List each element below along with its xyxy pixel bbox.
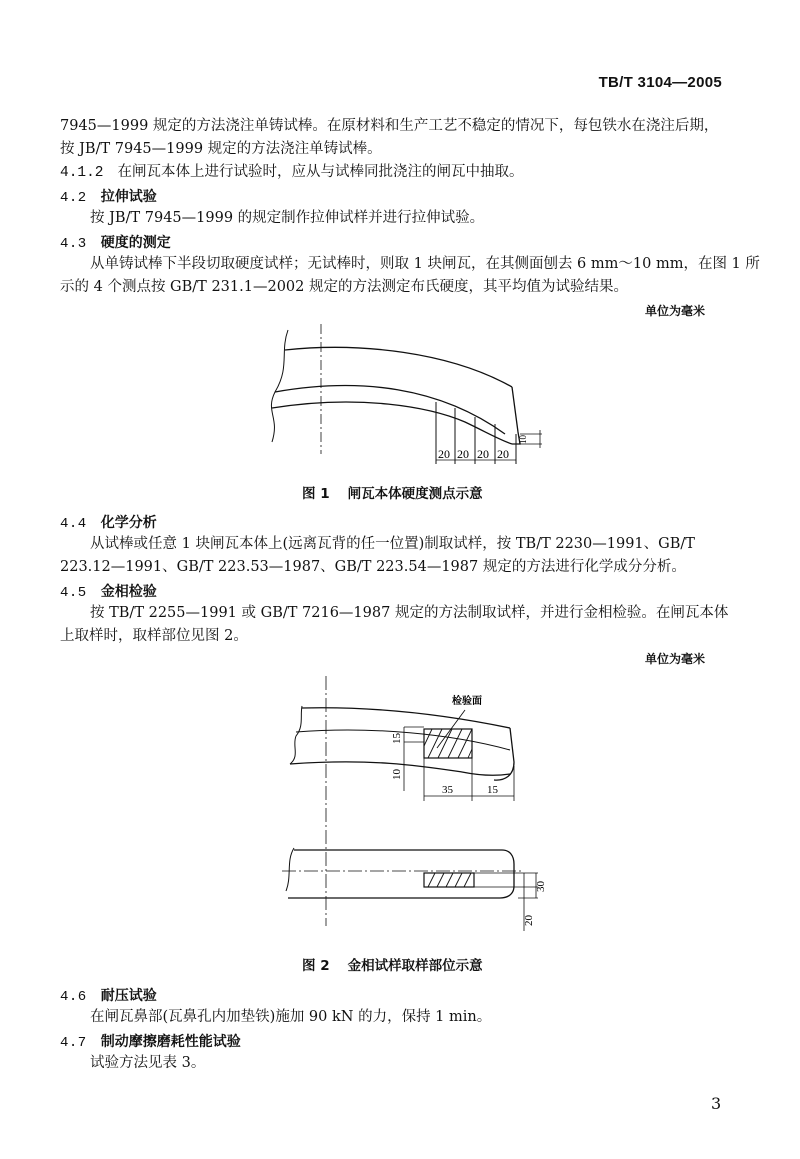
section-body-line: 从单铸试棒下半段切取硬度试样；无试棒时，则取 1 块闸瓦，在其侧面刨去 6 mm～10 mm，在图 1 所	[90, 256, 760, 272]
figure-1-drawing	[260, 322, 560, 472]
section-body-line: 上取样时，取样部位见图 2。	[60, 628, 248, 644]
dimension-label: 20	[438, 447, 450, 461]
inspection-surface-label: 检验面	[452, 696, 482, 707]
section-body: 试验方法见表 3。	[90, 1055, 206, 1071]
unit-note: 单位为毫米	[645, 652, 706, 666]
section-title: 金相检验	[100, 584, 157, 600]
dimension-label: 20	[523, 915, 535, 926]
caption-text: 闸瓦本体硬度测点示意	[347, 486, 483, 502]
paragraph-line: 7945—1999 规定的方法浇注单铸试棒。在原材料和生产工艺不稳定的情况下，每包铁水在浇注后期，	[60, 118, 719, 134]
dimension-label: 30	[535, 881, 547, 892]
figure-2-drawing	[282, 676, 552, 948]
section-number: 4.3	[60, 236, 87, 252]
standard-code-header: TB/T 3104—2005	[598, 74, 722, 91]
section-number: 4.4	[60, 516, 87, 532]
section-number: 4.6	[60, 989, 87, 1005]
section-body-line: 从试棒或任意 1 块闸瓦本体上(远离瓦背的任一位置)制取试样，按 TB/T 2230—1991、GB/T	[90, 536, 695, 552]
dimension-label: 20	[477, 447, 489, 461]
paragraph-line: 按 JB/T 7945—1999 规定的方法浇注单铸试棒。	[60, 141, 382, 157]
clause-text: 在闸瓦本体上进行试验时，应从与试棒同批浇注的闸瓦中抽取。	[117, 164, 524, 180]
dimension-label: 20	[457, 447, 469, 461]
dimension-label: 10	[391, 769, 403, 780]
clause-4-1-2	[60, 162, 524, 183]
dimension-label: 15	[487, 784, 498, 796]
section-heading-4-6	[60, 985, 157, 1005]
section-body-line: 示的 4 个测点按 GB/T 231.1—2002 规定的方法测定布氏硬度，其平均值为试验结果。	[60, 279, 628, 295]
section-title: 化学分析	[100, 515, 157, 531]
section-number: 4.5	[60, 585, 87, 601]
dimension-label: 15	[391, 733, 403, 744]
section-body: 在闸瓦鼻部(瓦鼻孔内加垫铁)施加 90 kN 的力，保持 1 min。	[90, 1009, 492, 1025]
section-heading-4-7	[60, 1031, 241, 1051]
section-body-line: 按 TB/T 2255—1991 或 GB/T 7216—1987 规定的方法制取试样，并进行金相检验。在闸瓦本体	[90, 605, 729, 621]
page-number: 3	[711, 1094, 722, 1113]
dimension-label: 20	[497, 447, 509, 461]
dimension-label: 35	[442, 784, 453, 796]
section-title: 拉伸试验	[100, 189, 157, 205]
section-heading-4-3	[60, 232, 171, 252]
dimension-label: 10	[518, 435, 528, 444]
section-body-line: 223.12—1991、GB/T 223.53—1987、GB/T 223.54—1987 规定的方法进行化学成分分析。	[60, 559, 686, 575]
section-body: 按 JB/T 7945—1999 的规定制作拉伸试样并进行拉伸试验。	[90, 210, 485, 226]
section-title: 耐压试验	[100, 988, 157, 1004]
section-title: 制动摩擦磨耗性能试验	[100, 1034, 241, 1050]
clause-number: 4.1.2	[60, 165, 104, 181]
section-heading-4-4	[60, 512, 157, 532]
caption-number: 图 2	[302, 958, 330, 974]
caption-number: 图 1	[302, 486, 330, 502]
section-heading-4-2	[60, 186, 157, 206]
figure-1-caption	[302, 482, 483, 502]
section-title: 硬度的测定	[100, 235, 171, 251]
caption-text: 金相试样取样部位示意	[347, 958, 483, 974]
section-number: 4.2	[60, 190, 87, 206]
section-heading-4-5	[60, 581, 157, 601]
section-number: 4.7	[60, 1035, 87, 1051]
unit-note: 单位为毫米	[645, 304, 706, 318]
figure-2-caption	[302, 954, 483, 974]
